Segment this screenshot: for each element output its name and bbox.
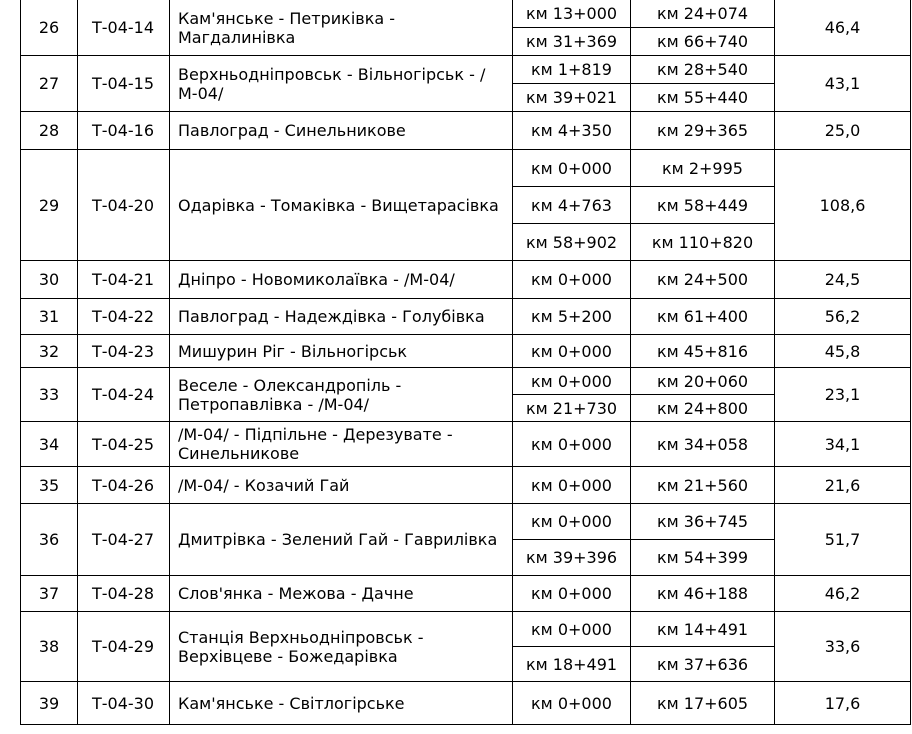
row-number: 26 [21,0,78,56]
road-length: 46,4 [775,0,911,56]
road-name: Слов'янка - Межова - Дачне [170,576,513,612]
road-code: Т-04-29 [78,612,170,682]
table-row [21,612,911,647]
road-code: Т-04-21 [78,261,170,299]
table-row [21,576,911,612]
segment-start: км 31+369 [513,28,631,56]
segment-end: км 54+399 [631,540,775,576]
segment-start: км 13+000 [513,0,631,28]
segment-end: км 20+060 [631,368,775,395]
road-name: /М-04/ - Підпільне - Дерезувате - Синельникове [170,422,513,467]
road-name: Дмитрівка - Зелений Гай - Гаврилівка [170,504,513,576]
segment-start: км 0+000 [513,335,631,368]
segment-start: км 0+000 [513,504,631,540]
row-number: 28 [21,112,78,150]
row-number: 37 [21,576,78,612]
segment-start: км 4+350 [513,112,631,150]
table-row [21,504,911,540]
segment-start: км 39+021 [513,84,631,112]
road-name: Кам'янське - Світлогірське [170,682,513,725]
row-number: 33 [21,368,78,422]
road-name: Одарівка - Томаківка - Вищетарасівка [170,150,513,261]
row-number: 29 [21,150,78,261]
row-number: 30 [21,261,78,299]
segment-start: км 21+730 [513,395,631,422]
roads-table-body [21,0,911,725]
segment-end: км 17+605 [631,682,775,725]
segment-start: км 0+000 [513,422,631,467]
road-code: Т-04-15 [78,56,170,112]
segment-start: км 0+000 [513,368,631,395]
road-code: Т-04-26 [78,467,170,504]
road-name: Мишурин Ріг - Вільногірськ [170,335,513,368]
row-number: 35 [21,467,78,504]
road-length: 21,6 [775,467,911,504]
road-length: 25,0 [775,112,911,150]
table-row [21,335,911,368]
segment-end: км 58+449 [631,187,775,224]
segment-end: км 2+995 [631,150,775,187]
segment-end: км 37+636 [631,647,775,682]
row-number: 34 [21,422,78,467]
road-length: 34,1 [775,422,911,467]
road-code: Т-04-24 [78,368,170,422]
table-row [21,56,911,84]
row-number: 31 [21,299,78,335]
road-name: Павлоград - Синельникове [170,112,513,150]
road-name: Станція Верхньодніпровськ - Верхівцеве - Божедарівка [170,612,513,682]
road-code: Т-04-25 [78,422,170,467]
segment-start: км 0+000 [513,612,631,647]
segment-start: км 0+000 [513,576,631,612]
segment-end: км 21+560 [631,467,775,504]
road-code: Т-04-28 [78,576,170,612]
table-row [21,150,911,187]
row-number: 39 [21,682,78,725]
road-name: Веселе - Олександропіль - Петропавлівка - /М-04/ [170,368,513,422]
road-code: Т-04-22 [78,299,170,335]
road-code: Т-04-16 [78,112,170,150]
table-row [21,422,911,467]
segment-end: км 55+440 [631,84,775,112]
segment-start: км 18+491 [513,647,631,682]
segment-start: км 58+902 [513,224,631,261]
segment-end: км 29+365 [631,112,775,150]
road-length: 17,6 [775,682,911,725]
table-row [21,112,911,150]
road-name: Дніпро - Новомиколаївка - /М-04/ [170,261,513,299]
segment-end: км 24+074 [631,0,775,28]
roads-table [20,0,911,725]
road-length: 51,7 [775,504,911,576]
segment-end: км 24+800 [631,395,775,422]
table-row [21,368,911,395]
segment-end: км 66+740 [631,28,775,56]
row-number: 32 [21,335,78,368]
road-length: 56,2 [775,299,911,335]
table-row [21,0,911,28]
segment-start: км 0+000 [513,467,631,504]
table-row [21,467,911,504]
segment-end: км 34+058 [631,422,775,467]
segment-start: км 0+000 [513,150,631,187]
segment-end: км 24+500 [631,261,775,299]
segment-start: км 39+396 [513,540,631,576]
road-name: Павлоград - Надеждівка - Голубівка [170,299,513,335]
segment-end: км 36+745 [631,504,775,540]
road-name: /М-04/ - Козачий Гай [170,467,513,504]
road-code: Т-04-27 [78,504,170,576]
row-number: 27 [21,56,78,112]
road-length: 108,6 [775,150,911,261]
table-row [21,261,911,299]
segment-start: км 1+819 [513,56,631,84]
road-code: Т-04-14 [78,0,170,56]
segment-start: км 0+000 [513,682,631,725]
road-code: Т-04-23 [78,335,170,368]
segment-end: км 14+491 [631,612,775,647]
road-length: 45,8 [775,335,911,368]
road-name: Кам'янське - Петриківка - Магдалинівка [170,0,513,56]
road-code: Т-04-20 [78,150,170,261]
table-row [21,299,911,335]
road-length: 43,1 [775,56,911,112]
segment-end: км 28+540 [631,56,775,84]
road-length: 23,1 [775,368,911,422]
segment-end: км 61+400 [631,299,775,335]
table-row [21,682,911,725]
segment-start: км 4+763 [513,187,631,224]
road-name: Верхньодніпровськ - Вільногірськ - /М-04/ [170,56,513,112]
road-length: 33,6 [775,612,911,682]
segment-end: км 110+820 [631,224,775,261]
row-number: 36 [21,504,78,576]
road-length: 24,5 [775,261,911,299]
road-length: 46,2 [775,576,911,612]
segment-end: км 46+188 [631,576,775,612]
road-code: Т-04-30 [78,682,170,725]
segment-end: км 45+816 [631,335,775,368]
row-number: 38 [21,612,78,682]
segment-start: км 0+000 [513,261,631,299]
segment-start: км 5+200 [513,299,631,335]
